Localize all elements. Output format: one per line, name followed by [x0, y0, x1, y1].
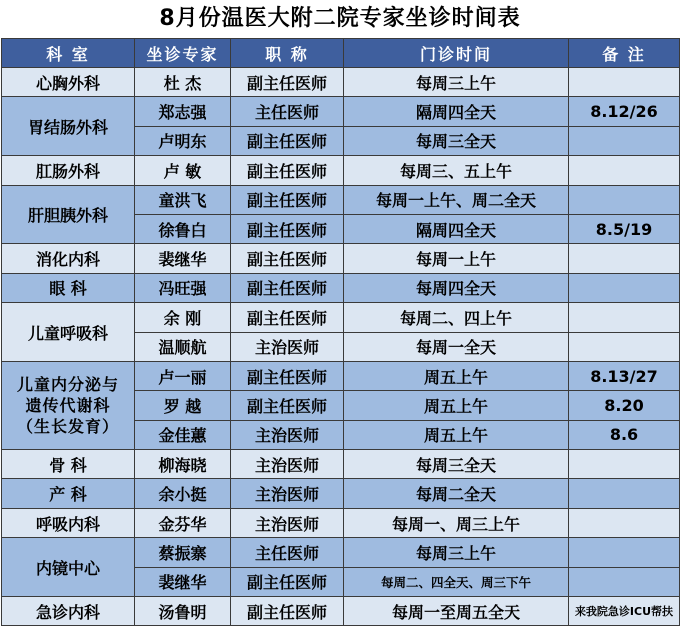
time-cell: 每周四全天 [344, 273, 569, 302]
time-cell: 每周三全天 [344, 450, 569, 479]
time-cell: 隔周四全天 [344, 97, 569, 126]
dept-cell: 产 科 [2, 479, 135, 508]
time-cell: 每周一上午、周二全天 [344, 185, 569, 214]
doctor-cell: 金芬华 [135, 508, 231, 537]
note-cell [569, 450, 680, 479]
time-cell: 隔周四全天 [344, 214, 569, 243]
note-cell [569, 508, 680, 537]
time-cell: 每周三上午 [344, 538, 569, 567]
title-cell: 主治医师 [231, 479, 344, 508]
note-cell [569, 567, 680, 596]
time-cell: 每周二全天 [344, 479, 569, 508]
doctor-cell: 裴继华 [135, 567, 231, 596]
table-row [2, 156, 680, 185]
doctor-cell: 卢明东 [135, 126, 231, 155]
doctor-cell: 冯旺强 [135, 273, 231, 302]
time-cell: 每周一至周五全天 [344, 597, 569, 626]
doctor-cell: 余小挺 [135, 479, 231, 508]
note-cell: 8.12/26 [569, 97, 680, 126]
table-row [2, 97, 680, 126]
note-cell [569, 244, 680, 273]
title-cell: 主治医师 [231, 450, 344, 479]
time-cell: 周五上午 [344, 420, 569, 449]
title-cell: 副主任医师 [231, 391, 344, 420]
title-cell: 主治医师 [231, 420, 344, 449]
note-cell: 8.20 [569, 391, 680, 420]
time-cell: 每周二、四全天、周三下午 [344, 567, 569, 596]
schedule-table [1, 38, 680, 626]
title-cell: 副主任医师 [231, 126, 344, 155]
note-cell: 8.5/19 [569, 214, 680, 243]
page-title: 8月份温医大附二院专家坐诊时间表 [159, 6, 521, 31]
title-cell: 主治医师 [231, 508, 344, 537]
header-title: 职 称 [231, 39, 344, 68]
title-cell: 副主任医师 [231, 244, 344, 273]
note-cell [569, 303, 680, 332]
time-cell: 每周一上午 [344, 244, 569, 273]
table-row [2, 244, 680, 273]
dept-cell: 肝胆胰外科 [2, 185, 135, 244]
dept-cell: 眼 科 [2, 273, 135, 302]
table-row [2, 450, 680, 479]
title-cell: 副主任医师 [231, 214, 344, 243]
doctor-cell: 卢 敏 [135, 156, 231, 185]
dept-cell: 肛肠外科 [2, 156, 135, 185]
table-row [2, 303, 680, 332]
header-row [2, 39, 680, 68]
note-cell: 8.13/27 [569, 361, 680, 390]
table-row [2, 361, 680, 390]
note-cell [569, 273, 680, 302]
dept-cell: 呼吸内科 [2, 508, 135, 537]
title-cell: 副主任医师 [231, 567, 344, 596]
dept-cell: 心胸外科 [2, 68, 135, 97]
dept-cell: 急诊内科 [2, 597, 135, 626]
note-cell [569, 538, 680, 567]
header-doctor: 坐诊专家 [135, 39, 231, 68]
title-cell: 副主任医师 [231, 185, 344, 214]
doctor-cell: 余 刚 [135, 303, 231, 332]
time-cell: 周五上午 [344, 391, 569, 420]
table-row [2, 508, 680, 537]
time-cell: 每周一、周三上午 [344, 508, 569, 537]
note-cell [569, 332, 680, 361]
title-cell: 副主任医师 [231, 361, 344, 390]
doctor-cell: 汤鲁明 [135, 597, 231, 626]
note-cell [569, 479, 680, 508]
doctor-cell: 徐鲁白 [135, 214, 231, 243]
time-cell: 周五上午 [344, 361, 569, 390]
note-cell [569, 156, 680, 185]
doctor-cell: 蔡振寨 [135, 538, 231, 567]
note-cell: 来我院急诊ICU帮扶 [569, 597, 680, 626]
doctor-cell: 杜 杰 [135, 68, 231, 97]
note-cell [569, 126, 680, 155]
title-cell: 副主任医师 [231, 273, 344, 302]
time-cell: 每周一全天 [344, 332, 569, 361]
title-cell: 副主任医师 [231, 156, 344, 185]
time-cell: 每周三上午 [344, 68, 569, 97]
dept-line: 儿童内分泌与 [16, 374, 119, 394]
title-cell: 副主任医师 [231, 597, 344, 626]
table-row [2, 538, 680, 567]
dept-cell: 儿童呼吸科 [2, 303, 135, 362]
doctor-cell: 罗 越 [135, 391, 231, 420]
note-cell [569, 68, 680, 97]
table-row [2, 185, 680, 214]
title-cell: 主治医师 [231, 332, 344, 361]
doctor-cell: 卢一丽 [135, 361, 231, 390]
table-row [2, 68, 680, 97]
note-cell: 8.6 [569, 420, 680, 449]
title-cell: 主任医师 [231, 538, 344, 567]
dept-cell: 骨 科 [2, 450, 135, 479]
time-cell: 每周二、四上午 [344, 303, 569, 332]
doctor-cell: 柳海晓 [135, 450, 231, 479]
table-row [2, 273, 680, 302]
doctor-cell: 童洪飞 [135, 185, 231, 214]
dept-cell [2, 361, 135, 449]
doctor-cell: 郑志强 [135, 97, 231, 126]
dept-cell: 胃结肠外科 [2, 97, 135, 156]
doctor-cell: 温顺航 [135, 332, 231, 361]
doctor-cell: 裴继华 [135, 244, 231, 273]
doctor-cell: 金佳蕙 [135, 420, 231, 449]
dept-cell: 消化内科 [2, 244, 135, 273]
header-time: 门诊时间 [344, 39, 569, 68]
time-cell: 每周三全天 [344, 126, 569, 155]
table-row [2, 597, 680, 626]
header-note: 备 注 [569, 39, 680, 68]
dept-line: 遗传代谢科 [25, 395, 111, 415]
dept-cell: 内镜中心 [2, 538, 135, 597]
table-row [2, 479, 680, 508]
header-dept: 科 室 [2, 39, 135, 68]
time-cell: 每周三、五上午 [344, 156, 569, 185]
title-cell: 副主任医师 [231, 68, 344, 97]
note-cell [569, 185, 680, 214]
title-cell: 主任医师 [231, 97, 344, 126]
title-cell: 副主任医师 [231, 303, 344, 332]
dept-line: （生长发育） [16, 416, 119, 436]
